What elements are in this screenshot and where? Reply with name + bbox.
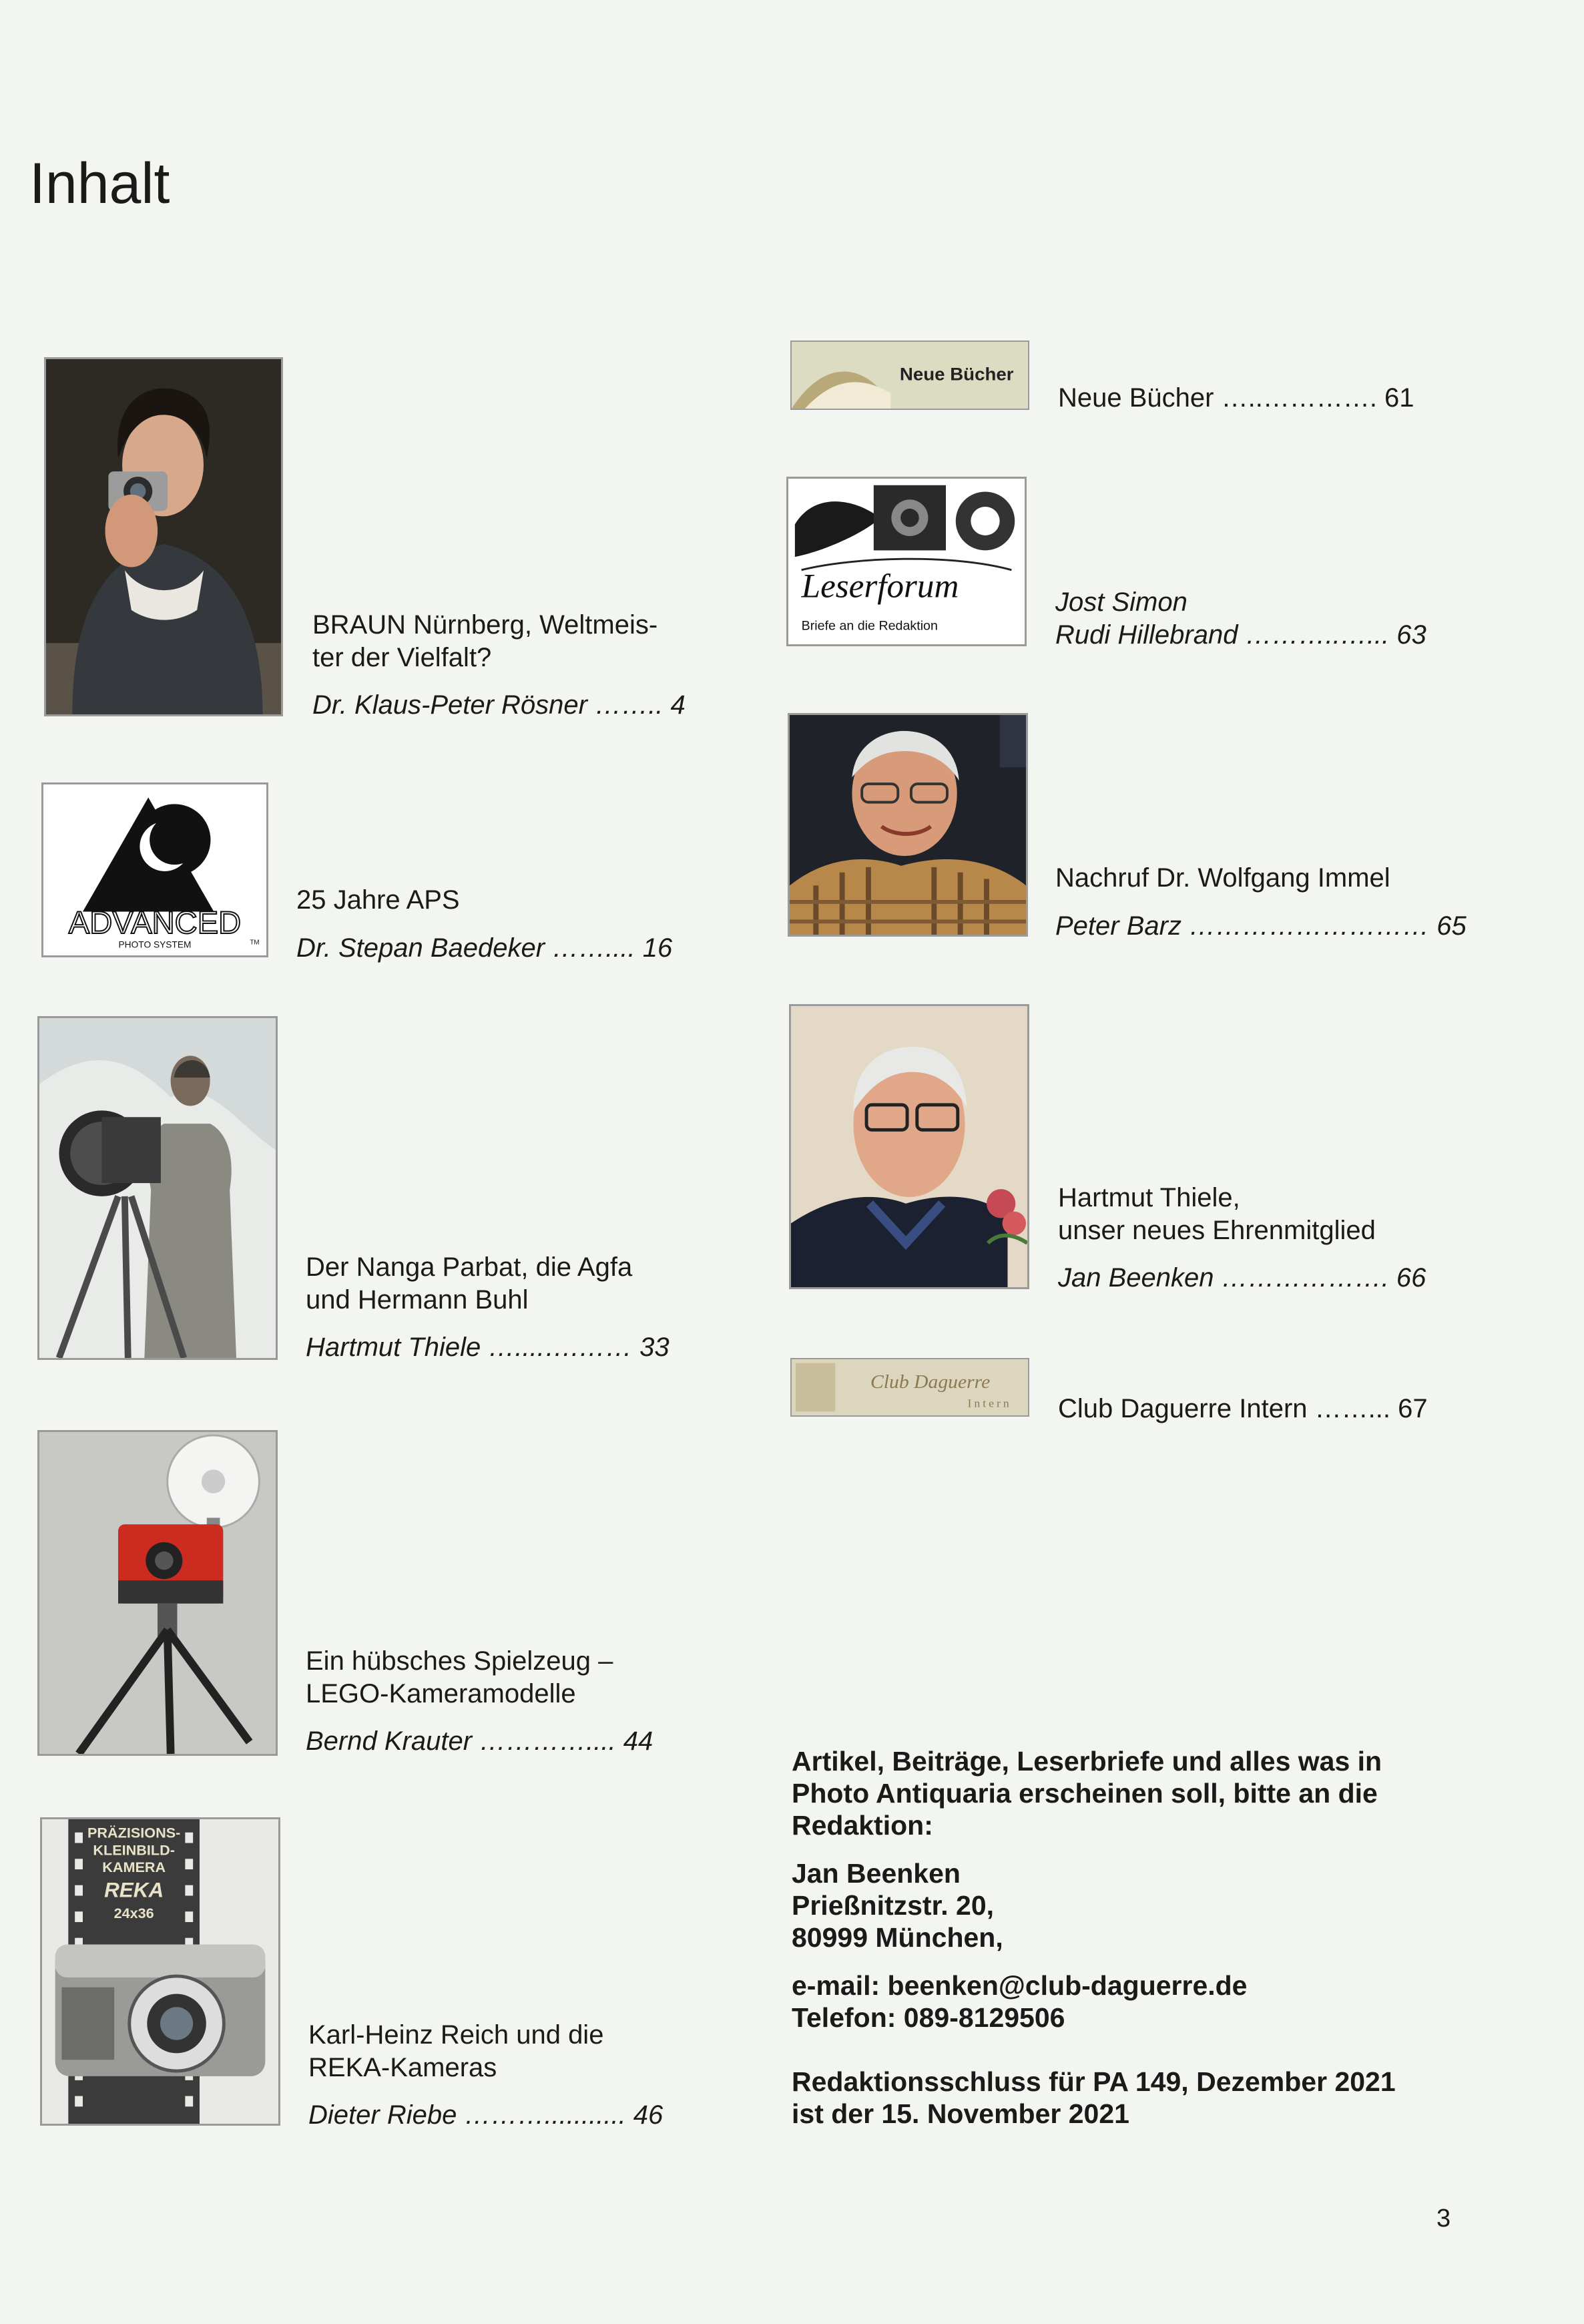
entry-author-line: Dr. Klaus-Peter Rösner …….. 4 (312, 690, 686, 720)
entry-author-line: Peter Barz ……………………… 65 (1055, 911, 1467, 941)
lego-camera-photo (37, 1430, 278, 1756)
contact-address-line: 80999 München, (792, 1922, 1003, 1953)
entry-title-line: LEGO-Kameramodelle (306, 1679, 576, 1708)
aps-logo-text: ADVANCED (68, 904, 242, 940)
entry-title-line: und Hermann Buhl (306, 1285, 529, 1315)
entry-author-line: Dieter Riebe ………........... 46 (308, 2100, 664, 2130)
club-daguerre-logo: Club Daguerre (870, 1371, 991, 1393)
leserforum-title: Leserforum (801, 567, 959, 606)
entry-title-line: BRAUN Nürnberg, Weltmeis- (312, 610, 658, 640)
entry-title-line: Karl-Heinz Reich und die (308, 2020, 604, 2050)
entry-title-line: REKA-Kameras (308, 2053, 497, 2082)
page-number: 3 (1436, 2204, 1451, 2233)
entry-line: Club Daguerre Intern ……... 67 (1058, 1394, 1428, 1423)
club-daguerre-sublabel: Intern (967, 1396, 1012, 1410)
hartmut-thiele-portrait (789, 1004, 1029, 1289)
entry-line: Neue Bücher …..…………. 61 (1058, 383, 1414, 413)
leserforum-logo (786, 477, 1027, 646)
entry-title-line: Der Nanga Parbat, die Agfa (306, 1252, 633, 1282)
reka-box-line: 24x36 (113, 1905, 154, 1922)
neue-buecher-banner (790, 340, 1029, 410)
aps-logo (41, 782, 268, 957)
deadline-line: ist der 15. November 2021 (792, 2098, 1129, 2129)
reka-box-line: REKA (104, 1877, 164, 1902)
reka-box-line: KAMERA (102, 1858, 166, 1875)
aps-logo-subtext: PHOTO SYSTEM (118, 939, 192, 950)
reka-box-line: PRÄZISIONS- (87, 1824, 181, 1841)
entry-author-line: Jan Beenken ………………. 66 (1058, 1263, 1426, 1293)
contact-address-line: Jan Beenken (792, 1858, 961, 1889)
contact-phone: Telefon: 089-8129506 (792, 2002, 1065, 2033)
entry-line: Jost Simon (1055, 588, 1187, 617)
entry-author-line: Dr. Stepan Baedeker …….... 16 (296, 933, 673, 963)
nanga-parbat-photo (37, 1016, 278, 1360)
contact-intro-line: Redaktion: (792, 1810, 933, 1841)
contact-intro-line: Artikel, Beiträge, Leserbriefe und alles was in (792, 1746, 1382, 1777)
entry-author-line: Hartmut Thiele …....….…… 33 (306, 1333, 670, 1362)
contact-email[interactable]: e-mail: beenken@club-daguerre.de (792, 1970, 1248, 2001)
entry-author-line: Bernd Krauter ………….... 44 (306, 1726, 653, 1756)
braun-camera-woman-photo (44, 357, 283, 716)
wolfgang-immel-portrait (788, 713, 1028, 937)
reka-camera-photo (40, 1817, 280, 2126)
entry-title-line: ter der Vielfalt? (312, 643, 492, 672)
page-title: Inhalt (29, 152, 170, 216)
entry-line: Rudi Hillebrand ………..…... 63 (1055, 620, 1426, 650)
leserforum-subtitle: Briefe an die Redaktion (801, 618, 938, 634)
contact-address-line: Prießnitzstr. 20, (792, 1890, 995, 1921)
entry-title-line: 25 Jahre APS (296, 885, 460, 915)
entry-title-line: Nachruf Dr. Wolfgang Immel (1055, 863, 1390, 893)
club-daguerre-banner (790, 1358, 1029, 1417)
reka-box-line: KLEINBILD- (93, 1841, 175, 1859)
neue-buecher-label: Neue Bücher (899, 364, 1014, 385)
aps-trademark: TM (250, 939, 260, 947)
entry-title-line: unser neues Ehrenmitglied (1058, 1216, 1376, 1245)
deadline-line: Redaktionsschluss für PA 149, Dezember 2021 (792, 2066, 1396, 2097)
entry-title-line: Hartmut Thiele, (1058, 1183, 1240, 1212)
contact-intro-line: Photo Antiquaria erscheinen soll, bitte an die (792, 1778, 1378, 1809)
entry-title-line: Ein hübsches Spielzeug – (306, 1646, 613, 1676)
